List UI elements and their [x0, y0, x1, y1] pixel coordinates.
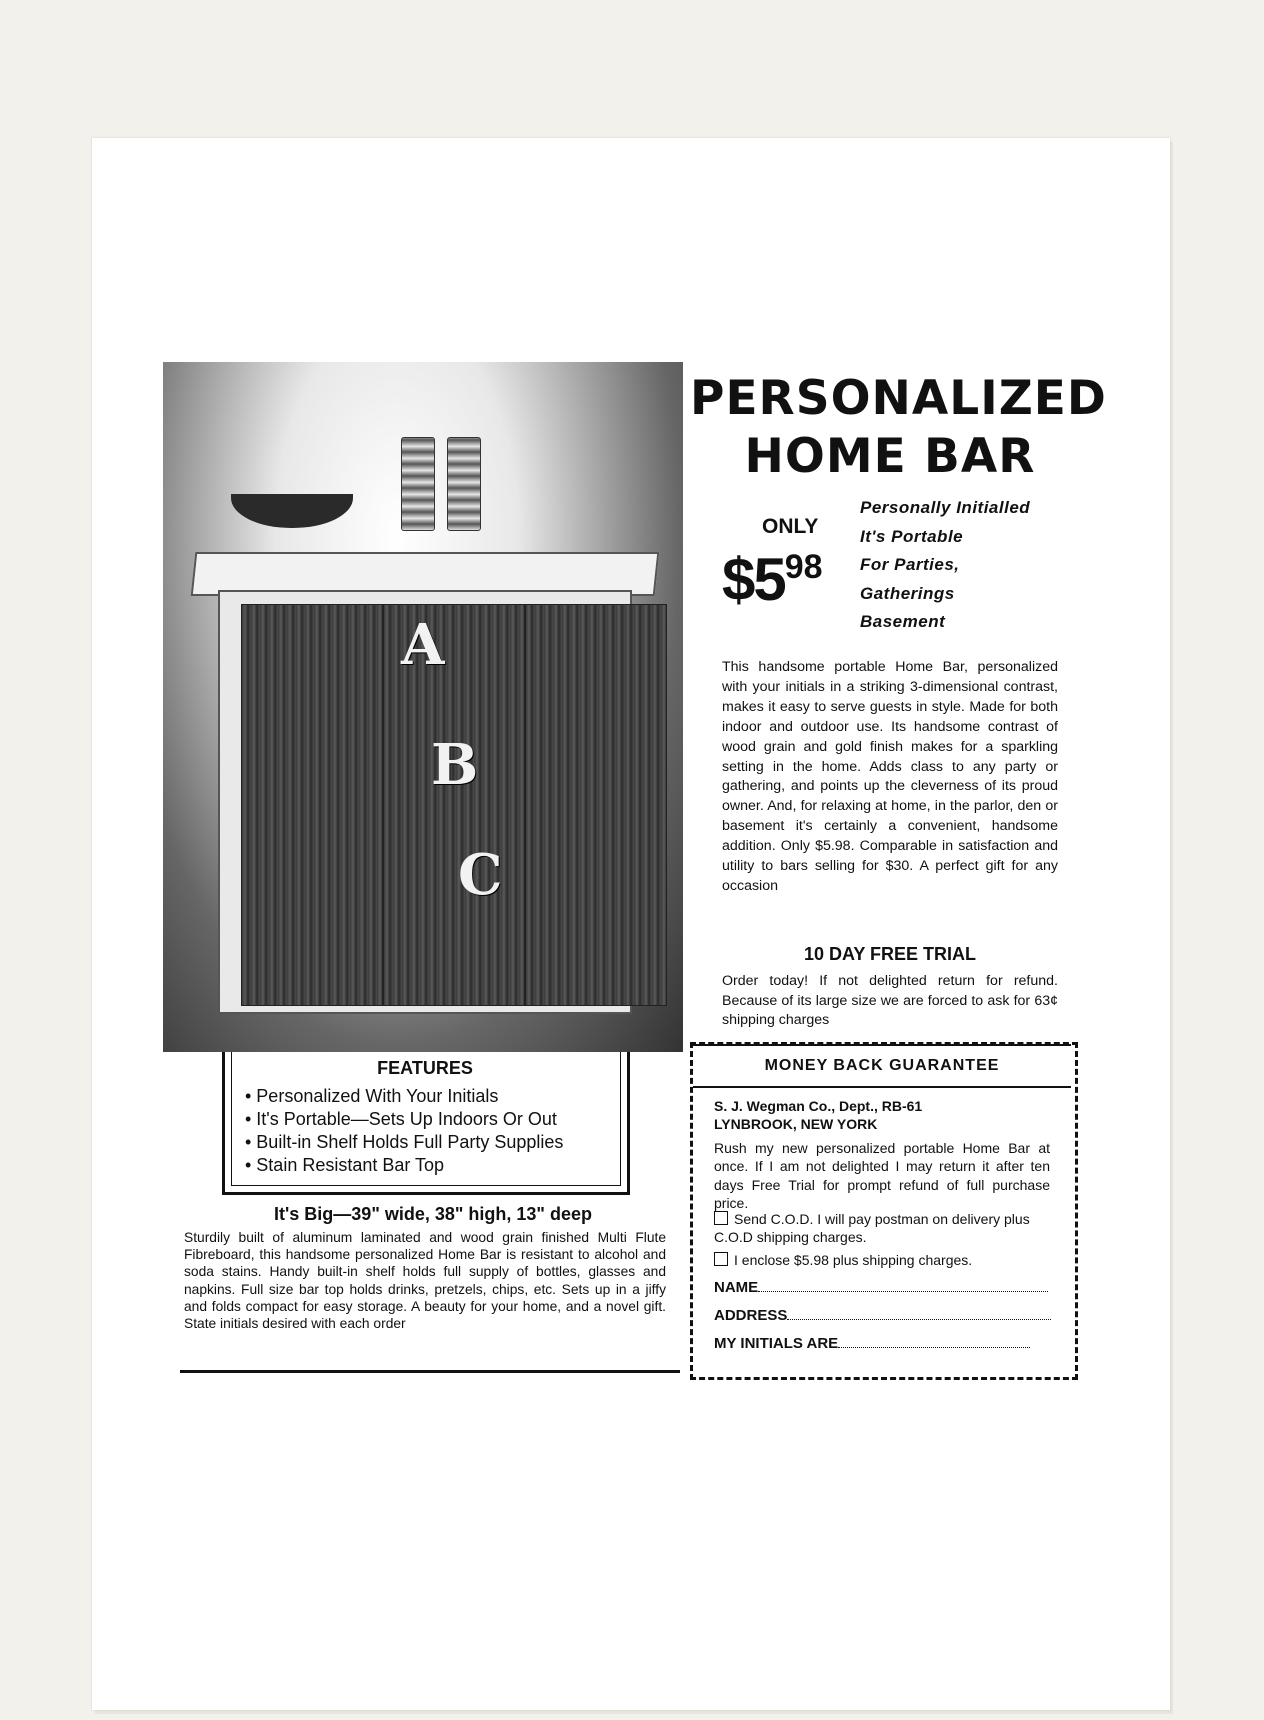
name-input-line[interactable]	[758, 1291, 1048, 1292]
enclose-checkbox[interactable]	[714, 1252, 728, 1266]
cod-checkbox[interactable]	[714, 1211, 728, 1225]
initial-b: B	[431, 732, 479, 798]
title-line-2: HOME BAR	[744, 429, 1036, 484]
initials-label: MY INITIALS ARE	[714, 1335, 839, 1352]
address-input-line[interactable]	[787, 1319, 1051, 1320]
price	[722, 545, 823, 614]
divider	[180, 1370, 680, 1373]
feature-item: • It's Portable—Sets Up Indoors Or Out	[245, 1109, 557, 1129]
option-enclose[interactable]	[714, 1251, 1050, 1269]
coupon-body: Rush my new personalized portable Home Bar at once. If I am not delighted I may return it after ten days Free Trial for prompt refund of full purchase price.	[714, 1140, 1050, 1211]
name-field[interactable]	[714, 1279, 1048, 1296]
initials-input-line[interactable]	[838, 1347, 1030, 1348]
price-cents: 98	[784, 548, 823, 586]
trial-heading: 10 DAY FREE TRIAL	[803, 944, 977, 964]
initial-a: A	[401, 612, 445, 678]
option-enclose-label: I enclose $5.98 plus shipping charges.	[734, 1252, 973, 1268]
features-heading: FEATURES	[377, 1058, 473, 1078]
tagline: For Parties,	[860, 555, 960, 574]
trial-text: Order today! If not delighted return for refund. Because of its large size we are forced to ask for 63¢ shipping charges	[722, 973, 1058, 1028]
address-field[interactable]	[714, 1307, 1051, 1324]
initial-c: C	[458, 842, 503, 908]
title-line-1: PERSONALIZED	[690, 371, 1107, 426]
price-dollars: $5	[722, 546, 785, 613]
taglines	[860, 494, 1030, 637]
tagline: It's Portable	[860, 526, 964, 546]
tagline: Gatherings	[860, 583, 955, 603]
bar-panel-right	[525, 604, 667, 1006]
size-text: Sturdily built of aluminum laminated and wood grain finished Multi Flute Fibreboard, this handsome personalized Home Bar is resistant to alcohol and soda stains. Handy built-in shelf holds full supply of bottles, glasses and napkins. Full size bar top holds drinks, pretzels, chips, etc. Sets up in a jiffy and folds compact for easy storage. A beauty for your home, and a novel gift. State initials desired with each order	[184, 1230, 666, 1332]
size-heading: It's Big—39" wide, 38" high, 13" deep	[274, 1204, 592, 1224]
option-cod-label: Send C.O.D. I will pay postman on delivery plus C.O.D shipping charges.	[714, 1211, 1030, 1245]
name-label: NAME	[714, 1279, 759, 1296]
feature-item: • Built-in Shelf Holds Full Party Supplies	[245, 1132, 564, 1152]
bar-panel-left	[241, 604, 383, 1006]
feature-item: • Personalized With Your Initials	[245, 1086, 499, 1106]
ad-description: This handsome portable Home Bar, personalized with your initials in a striking 3-dimensional contrast, makes it easy to serve guests in style. Made for both indoor and outdoor use. Its handsome contrast of wood grain and gold finish makes for a sparkling setting in the home. Adds class to any party or gathering, and points up the cleverness of its proud owner. And, for relaxing at home, in the parlor, den or basement it's certainly a convenient, handsome addition. Only $5.98. Comparable in satisfaction and utility to bars selling for $30. A perfect gift for any occasion	[722, 659, 1058, 894]
home-bar-photo	[163, 362, 683, 1052]
feature-item: • Stain Resistant Bar Top	[245, 1155, 445, 1175]
glass-left	[401, 437, 435, 531]
money-back-guarantee: MONEY BACK GUARANTEE	[693, 1044, 1071, 1088]
only-label: ONLY	[762, 515, 819, 538]
option-cod[interactable]	[714, 1210, 1050, 1246]
glass-right	[447, 437, 481, 531]
tagline: Personally Initialled	[860, 498, 1031, 517]
ashtray-bowl	[231, 494, 353, 528]
address-label: ADDRESS	[714, 1307, 788, 1324]
ad-title	[690, 370, 1107, 486]
city-line: LYNBROOK, NEW YORK	[714, 1116, 878, 1132]
tagline: Basement	[860, 612, 946, 631]
company-line: S. J. Wegman Co., Dept., RB-61	[714, 1098, 923, 1114]
initials-field[interactable]	[714, 1335, 1030, 1352]
